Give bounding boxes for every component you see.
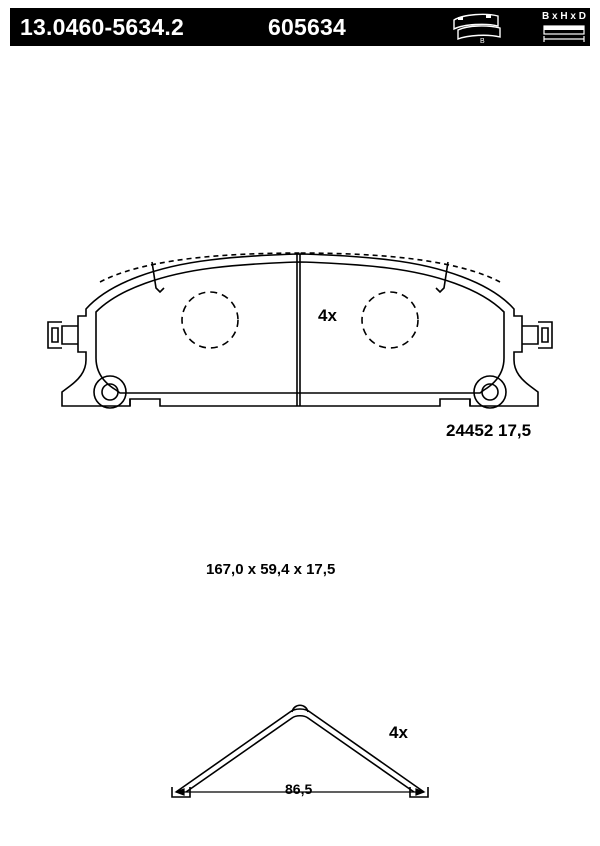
bhd-label: B x H x D [542, 11, 586, 22]
pad-top-chamfer-line [100, 253, 300, 282]
svg-text:B: B [480, 38, 485, 44]
pad-ear-right [538, 322, 552, 348]
pad-notch-right [522, 326, 538, 344]
pad-notch-left [62, 326, 78, 344]
pad-quantity-label: 4x [318, 306, 337, 325]
pad-top-chamfer-line-right [300, 253, 500, 282]
wear-indicator-right [436, 262, 448, 292]
pad-ear-left-slot [52, 328, 58, 342]
pad-hole-left-outer [94, 376, 126, 408]
pad-recess-left [182, 292, 238, 348]
part-number: 13.0460-5634.2 [20, 14, 184, 40]
pad-ear-right-slot [542, 328, 548, 342]
pad-hole-right-outer [474, 376, 506, 408]
pad-dimensions-label: 167,0 x 59,4 x 17,5 [206, 561, 336, 578]
pad-ear-left [48, 322, 62, 348]
reference-number: 605634 [268, 14, 346, 40]
wear-indicator-left [152, 262, 164, 292]
wva-number-label: 24452 17,5 [446, 421, 532, 440]
brake-pad-assembly [48, 253, 552, 408]
pad-recess-right [362, 292, 418, 348]
spring-quantity-label: 4x [389, 723, 408, 742]
spring-width-label: 86,5 [285, 781, 313, 797]
spring-outer-wire [176, 709, 424, 792]
